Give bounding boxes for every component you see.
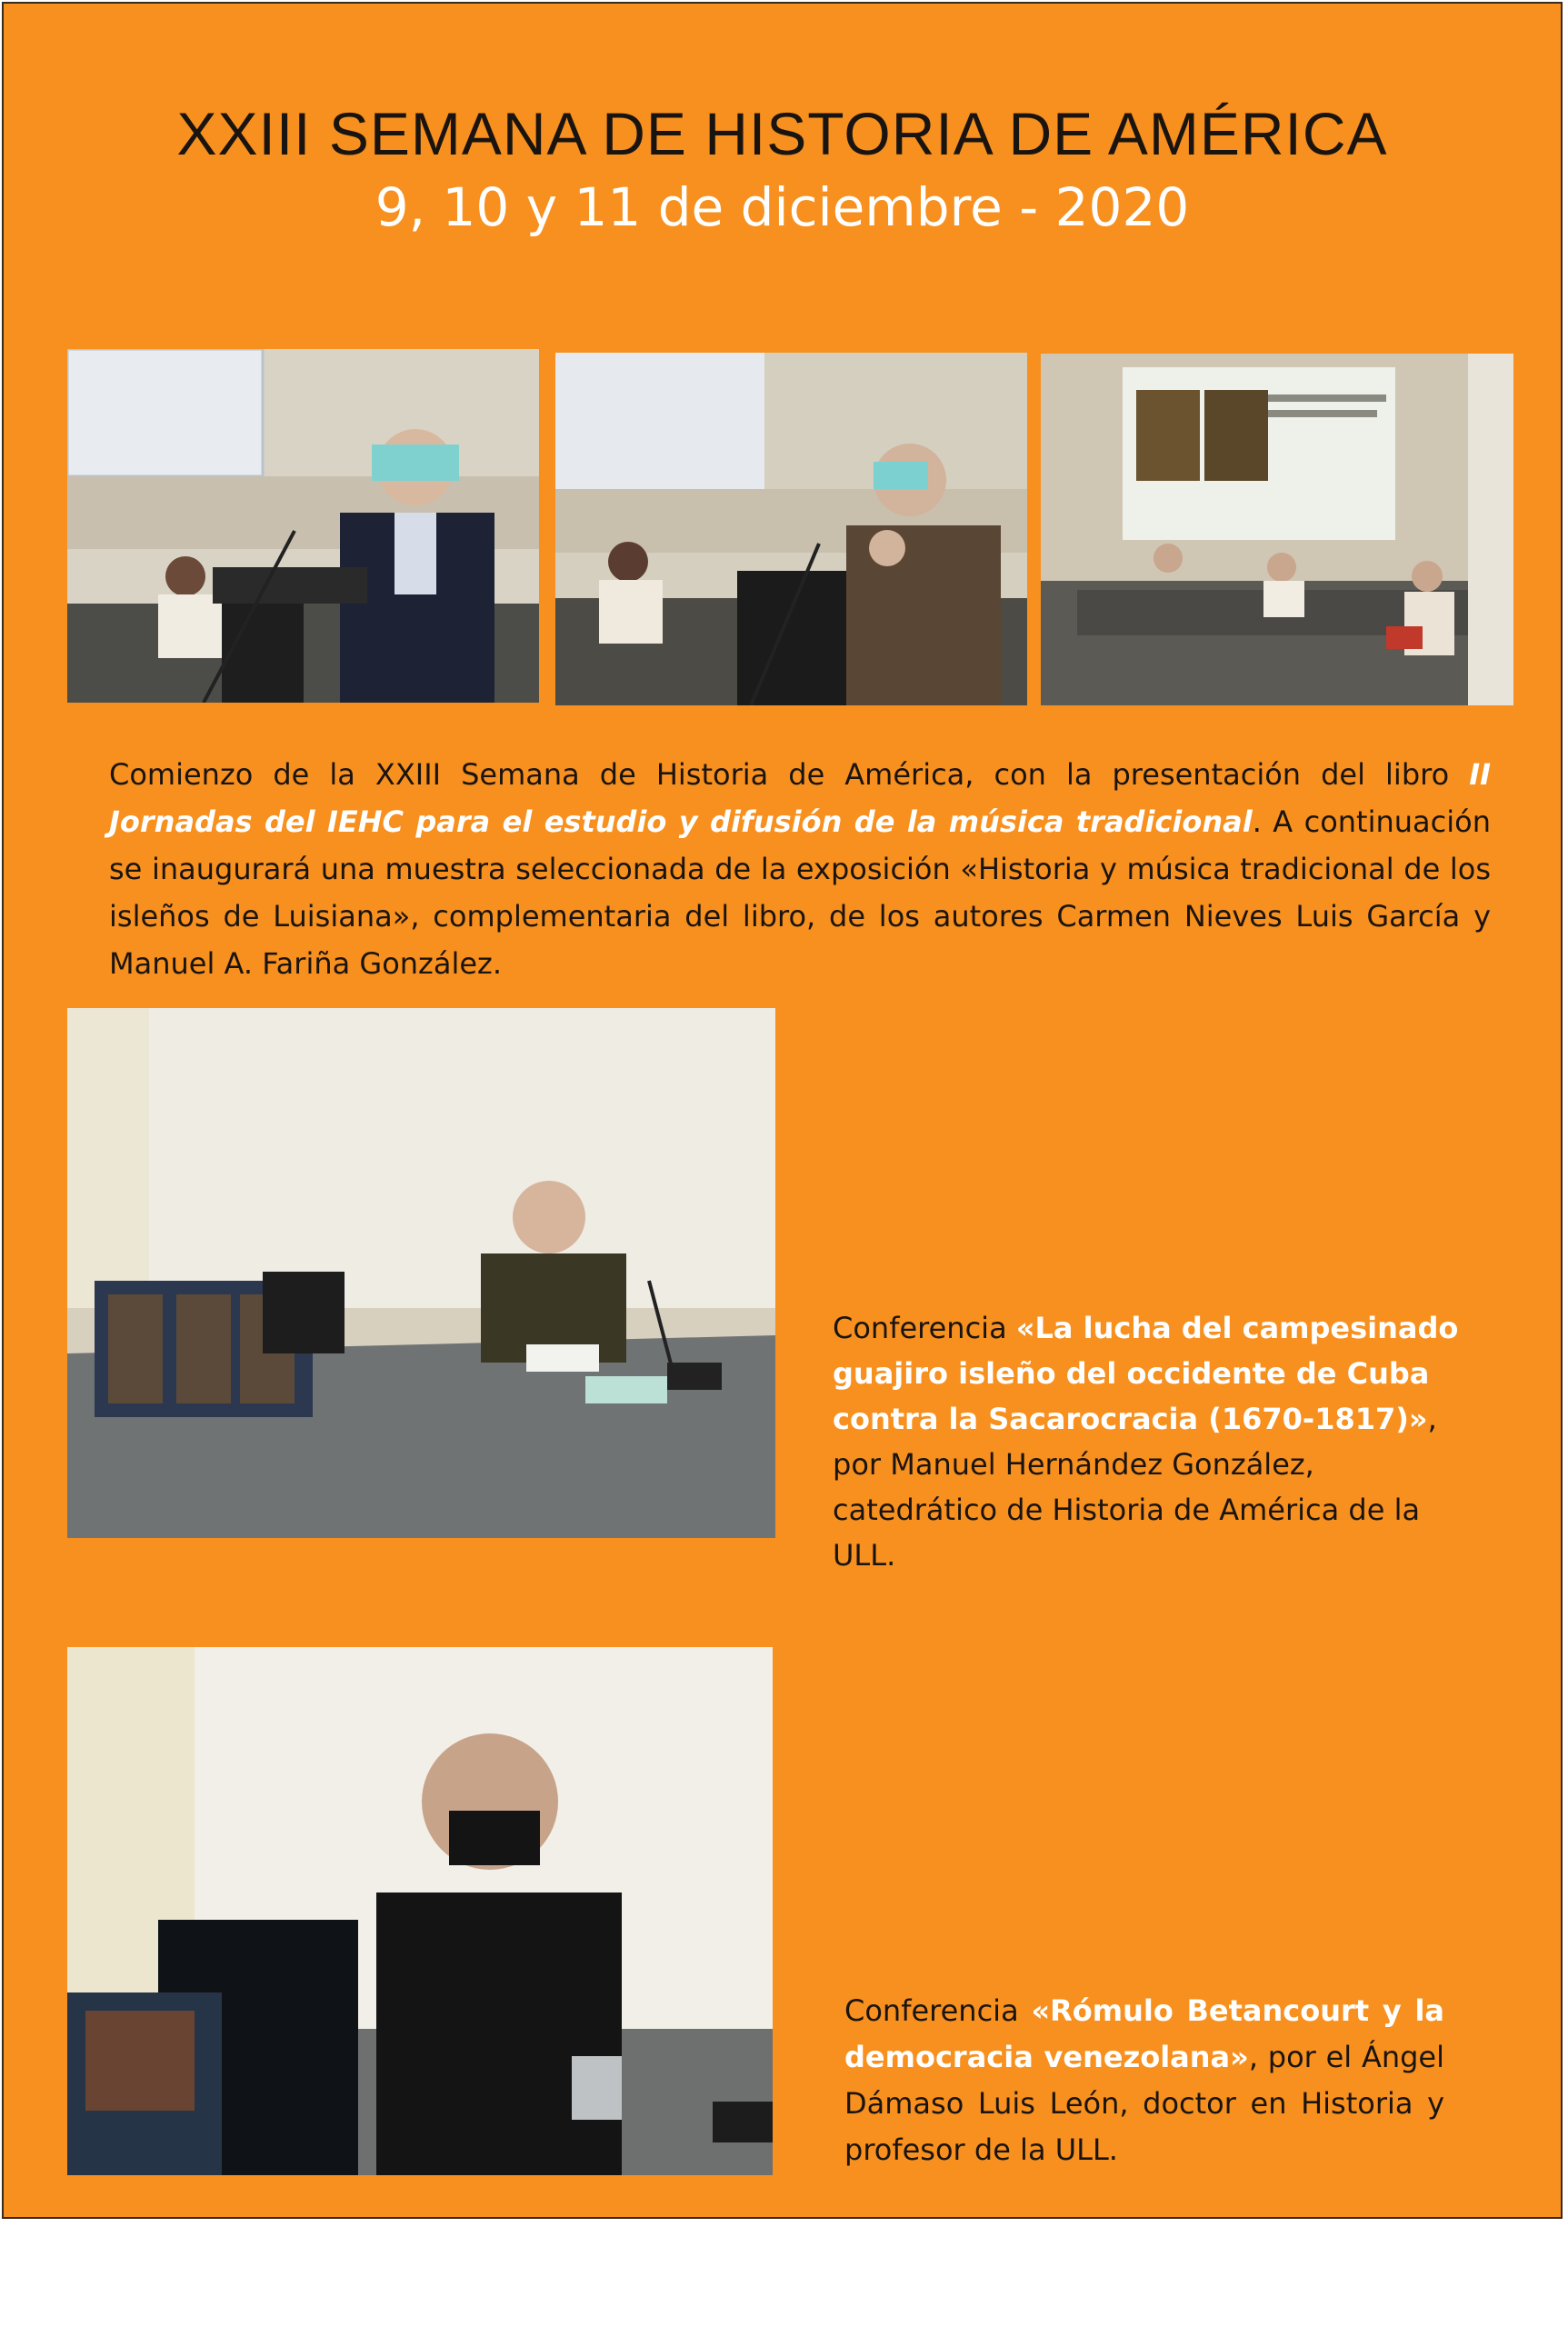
conference-1-prefix: Conferencia — [833, 1311, 1016, 1345]
photo-speaker-1 — [67, 349, 539, 703]
photo-panel-table — [1041, 354, 1513, 705]
conference-2-talk: «Rómulo Betancourt y la democracia venezolana» — [844, 1993, 1445, 2074]
book-title: II Jornadas del IEHC para el estudio y difusión de la música tradicional — [109, 757, 1491, 839]
intro-text-after: . A continuación se inaugurará una muestra seleccionada de la exposición «Historia y música tradicional de los isleños de Luisiana», complementaria del libro, de los autores Carmen Nieves Luis García y Manuel A. Fariña González. — [109, 804, 1492, 981]
photo-speaker-2 — [555, 353, 1027, 705]
conference-1-suffix: , por Manuel Hernández González, catedrático de Historia de América de la ULL. — [833, 1402, 1437, 1573]
intro-text-before: Comienzo de la XXIII Semana de Historia de América, con la presentación del libro — [109, 757, 1470, 792]
photo-conference-1 — [67, 1008, 775, 1538]
page-subtitle: 9, 10 y 11 de diciembre - 2020 — [375, 176, 1190, 238]
conference-2-suffix: , por el Ángel Dámaso Luis León, doctor en Historia y profesor de la ULL. — [844, 2040, 1445, 2167]
conference-2-prefix: Conferencia — [844, 1993, 1032, 2028]
conference-1-talk: «La lucha del campesinado guajiro isleño del occidente de Cuba contra la Sacarocracia (1670-1817)» — [833, 1311, 1459, 1436]
intro-paragraph — [109, 751, 1491, 987]
page-title: XXIII SEMANA DE HISTORIA DE AMÉRICA — [176, 100, 1388, 167]
poster — [2, 2, 1563, 2219]
conference-2-caption — [844, 1988, 1444, 2173]
photo-conference-2 — [67, 1647, 773, 2175]
conference-1-caption — [833, 1305, 1460, 1578]
